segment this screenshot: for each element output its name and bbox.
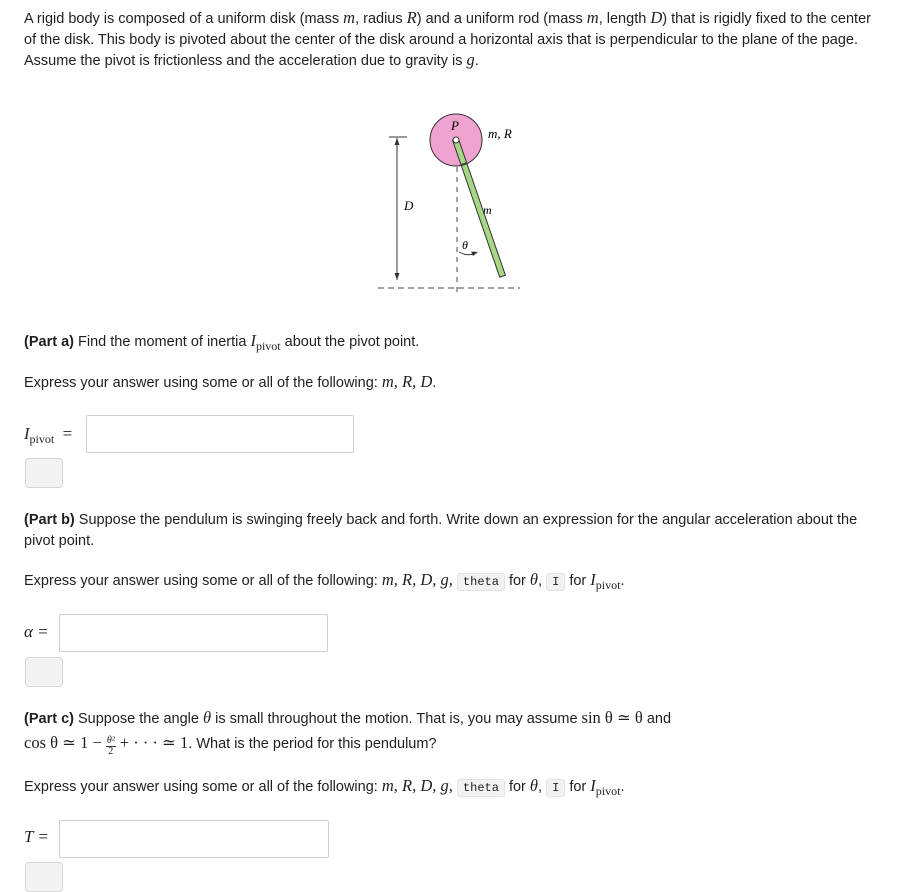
part-a-question: (Part a) Find the moment of inertia $I_{pivot}$ about the pivot point. — [24, 331, 420, 353]
part-a-answer-label: $I_{pivot}$ = — [24, 424, 73, 446]
part-b-submit-button[interactable] — [25, 657, 63, 687]
part-c-submit-button[interactable] — [25, 862, 63, 892]
length-arrow-up-icon — [395, 138, 400, 145]
part-b-answer-label: α = — [24, 622, 49, 641]
part-c-question-line2: cos θ ≃ 1 − $\frac{\text{θ²}}{2}$ + · · · ≃ 1. What is the period for this pendulum? — [24, 733, 437, 757]
length-label: D — [404, 198, 414, 213]
pendulum-diagram — [370, 105, 530, 300]
part-c-question-line1: (Part c) Suppose the angle θ is small throughout the motion. That is, you may assume sin θ ≃ θ and — [24, 708, 672, 727]
angle-label: θ — [462, 238, 468, 252]
pivot-point — [453, 137, 459, 143]
disk-label: m, R — [488, 126, 512, 141]
part-b-instructions: Express your answer using some or all of the following: m, R, D, g, theta for θ, I for $I_{pivot}$. — [24, 570, 625, 592]
problem-statement: A rigid body is composed of a uniform disk (mass m, radius R) and a uniform rod (mass m, length D) that is rigidly fixed to the center of the disk. This body is pivoted about the center of the disk around a horizontal axis that is perpendicular to the plane of the page. Assume the pivot is frictionless and the acceleration due to gravity is g. — [24, 8, 871, 69]
length-arrow-down-icon — [395, 273, 400, 280]
part-c-answer-label: T = — [24, 827, 49, 846]
part-a-answer-input[interactable] — [86, 415, 354, 453]
angle-arrow-icon — [471, 252, 478, 257]
part-b-answer-input[interactable] — [59, 614, 328, 652]
rod-mass-label: m — [483, 203, 492, 217]
theta-squared-over-two: $\frac{\text{θ²}}{2}$ — [106, 735, 115, 757]
pivot-label: P — [451, 118, 459, 133]
part-a-instructions: Express your answer using some or all of the following: m, R, D. — [24, 372, 437, 391]
part-c-answer-input[interactable] — [59, 820, 329, 858]
part-c-instructions: Express your answer using some or all of the following: m, R, D, g, theta for θ, I for $I_{pivot}$. — [24, 776, 625, 798]
part-a-submit-button[interactable] — [25, 458, 63, 488]
part-b-question: (Part b) Suppose the pendulum is swinging freely back and forth. Write down an expression for the angular acceleration about the pivot point. — [24, 512, 858, 549]
